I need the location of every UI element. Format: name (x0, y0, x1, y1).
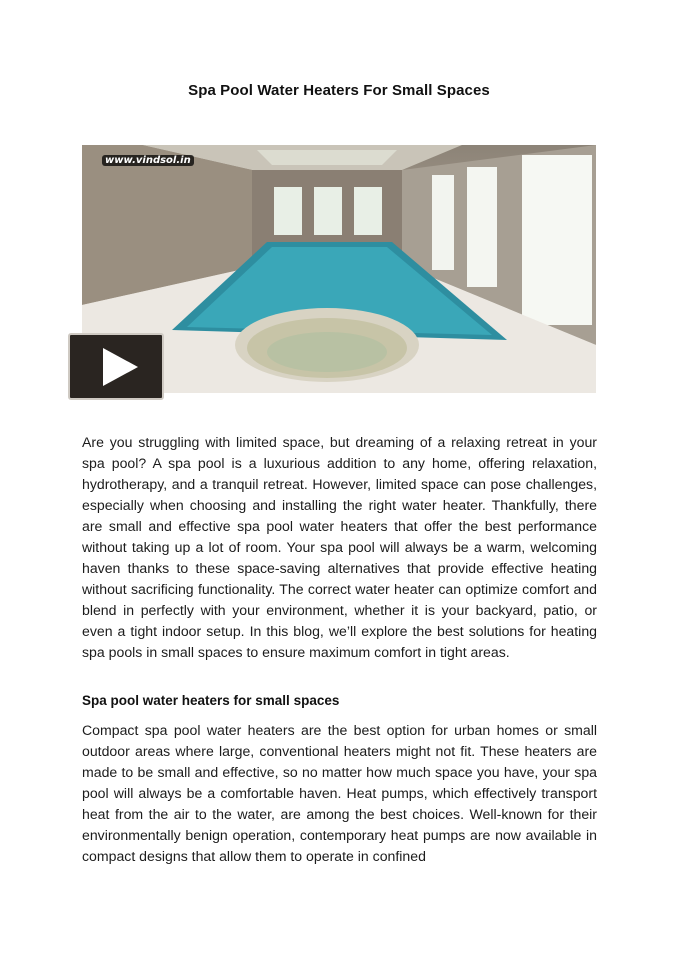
video-play-button[interactable] (68, 333, 164, 400)
section-paragraph (82, 720, 597, 867)
watermark-label: www.vindsol.in (102, 155, 194, 166)
intro-paragraph-text: Are you struggling with limited space, but dreaming of a relaxing retreat in your spa pool? A spa pool is a luxurious addition to any home, offering relaxation, hydrotherapy, and a tranquil retreat. However, limited space can pose challenges, especially when choosing and installing the right water heater. Thankfully, there are small and effective spa pool water heaters that offer the best performance without taking up a lot of room. Your spa pool will always be a warm, welcoming haven thanks to these space-saving alternatives that provide effective heating without sacrificing functionality. The correct water heater can optimize comfort and blend in perfectly with your environment, whether it is your backyard, patio, or even a tight indoor setup. In this blog, we’ll explore the best solutions for heating spa pools in small spaces to ensure maximum comfort in tight areas. (82, 434, 597, 660)
section-paragraph-text: Compact spa pool water heaters are the best option for urban homes or small outdoor areas where large, conventional heaters might not fit. These heaters are made to be small and effective, so no matter how much space you have, your spa pool will always be a comfortable haven. Heat pumps, which effectively transport heat from the air to the water, are among the best choices. Well-known for their environmentally benign operation, contemporary heat pumps are now available in compact designs that allow them to operate in confined (82, 722, 597, 864)
page-title: Spa Pool Water Heaters For Small Spaces (188, 82, 490, 99)
section-heading: Spa pool water heaters for small spaces (82, 693, 340, 708)
play-icon (103, 348, 138, 386)
intro-paragraph (82, 432, 597, 663)
